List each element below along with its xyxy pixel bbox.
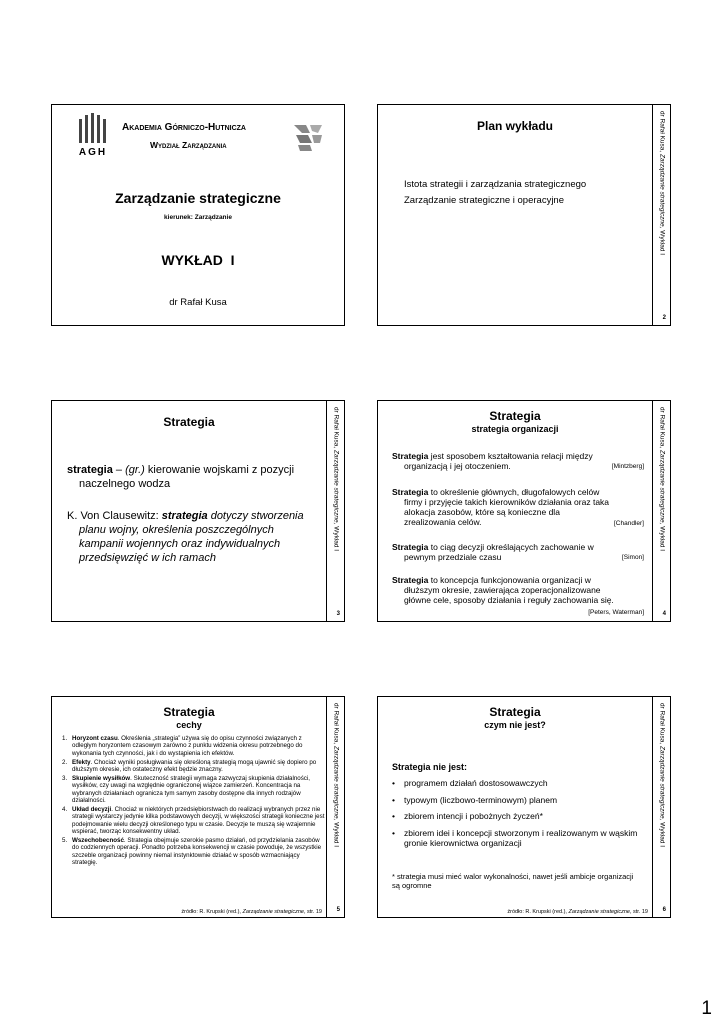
slide-number: 6 bbox=[662, 907, 666, 913]
definition-simon: Strategia to ciąg decyzji określających zachowanie w pewnym przedziale czasu bbox=[392, 542, 594, 562]
source-simon: [Simon] bbox=[621, 554, 644, 561]
feature-list bbox=[62, 735, 326, 868]
slide-sidebar bbox=[326, 401, 344, 621]
source-peters-waterman: [Peters, Waterman] bbox=[588, 609, 644, 616]
bullet-list bbox=[392, 778, 647, 855]
slide-sidebar bbox=[652, 401, 670, 621]
feature-item: 4. Układ decyzji. Chociaż w niektórych przedsiębiorstwach do realizacji wybranych przez nie strategii wystarczy jedynie kilka podstawowych decyzji, w większości strategii konieczne jest podejmowanie wielu decyzji określonego typu w czasie. Decyzje te muszą się wzajemnie wspierać, tworząc konsekwentny układ. bbox=[62, 806, 325, 835]
definition-peters-waterman: Strategia to koncepcja funkcjonowania organizacji w dłuższym okresie, zawierająca zoperacjonalizowane główne cele, sposoby działania i reguły zachowania się. bbox=[392, 575, 614, 605]
plan-item-1: Istota strategii i zarządzania strategicznego bbox=[404, 179, 587, 190]
list-item: • programem działań dostosowawczych bbox=[392, 778, 647, 789]
slide-number: 2 bbox=[662, 315, 666, 321]
feature-item: 5. Wszechobecność. Strategia obejmuje szerokie pasmo działań, od przydzielania zasobów do codziennych operacji. Ponadto potrzeba konsekwencji w czasie powoduje, że wszystkie szczeble organizacji powinny niemal instynktownie działać w sposób wzmacniający strategię. bbox=[62, 837, 322, 866]
page-number: 1 bbox=[701, 998, 712, 1019]
definition-mintzberg: Strategia jest sposobem kształtowania relacji między organizacją i jej otoczeniem. bbox=[392, 451, 593, 471]
source-note: źródło: R. Krupski (red.), Zarządzanie strategiczne, str. 19 bbox=[507, 909, 648, 915]
footer-text: dr Rafał Kusa, Zarządzanie strategiczne, Wykład I bbox=[658, 111, 666, 256]
logo-bars-icon bbox=[79, 113, 107, 143]
slide-number: 5 bbox=[336, 907, 340, 913]
slide-sidebar bbox=[652, 697, 670, 917]
footer-text: dr Rafał Kusa, Zarządzanie strategiczne, Wykład I bbox=[658, 407, 666, 552]
feature-item: 3. Skupienie wysiłków. Skuteczność strategii wymaga zazwyczaj skupienia działalności, wysiłków, czy uwagi na względnie ograniczonej wiązce zamierzeń. Koncentracja na wybranych działaniach ogranicza tym samym zasoby dostępne dla innych rodzajów działalności. bbox=[62, 775, 310, 804]
lecture-label: WYKŁAD I bbox=[161, 252, 235, 268]
list-item: • zbiorem intencji i pobożnych życzeń* bbox=[392, 811, 647, 822]
source-note: źródło: R. Krupski (red.), Zarządzanie strategiczne, str. 19 bbox=[181, 909, 322, 915]
direction-label: kierunek: Zarządzanie bbox=[164, 214, 232, 221]
slide-number: 4 bbox=[662, 611, 666, 617]
plan-item-2: Zarządzanie strategiczne i operacyjne bbox=[404, 195, 565, 206]
slide-subtitle: cechy bbox=[176, 720, 202, 730]
logo-text: AGH bbox=[78, 147, 108, 158]
footnote: * strategia musi mieć walor wykonalności, nawet jeśli ambicje organizacji są ogromne bbox=[392, 872, 634, 890]
slide-title: Strategia bbox=[489, 705, 541, 719]
slide-title: Plan wykładu bbox=[476, 119, 554, 133]
list-item: • typowym (liczbowo-terminowym) planem bbox=[392, 795, 647, 806]
definition-chandler: Strategia to określenie głównych, długofalowych celów firmy i przyjęcie takich kierowników działania oraz taka alokacja zasobów, które są konieczne dla zrealizowania celów. bbox=[392, 487, 610, 527]
academy-name: Akademia Górniczo-Hutnicza bbox=[122, 122, 246, 133]
feature-item: 2. Efekty. Chociaż wyniki posługiwania się określoną strategią mogą ujawnić się dopiero po dłuższym okresie, ich ostateczny efekt będzie znaczny. bbox=[62, 758, 317, 773]
footer-text: dr Rafał Kusa, Zarządzanie strategiczne, Wykład I bbox=[658, 703, 666, 848]
footer-text: dr Rafał Kusa, Zarządzanie strategiczne, Wykład I bbox=[332, 703, 340, 848]
slide-subtitle: czym nie jest? bbox=[484, 720, 546, 730]
slide-4 bbox=[377, 400, 671, 622]
footer-text: dr Rafał Kusa, Zarządzanie strategiczne, Wykład I bbox=[332, 407, 340, 552]
agh-logo bbox=[76, 113, 110, 163]
slide-5 bbox=[51, 696, 345, 918]
source-mintzberg: [Mintzberg] bbox=[611, 463, 644, 470]
faculty-emblem-icon bbox=[290, 119, 326, 155]
slide-title: Strategia bbox=[489, 409, 541, 423]
author-name: dr Rafał Kusa bbox=[169, 297, 227, 308]
faculty-name: Wydział Zarządzania bbox=[150, 140, 227, 150]
definition-greek: strategia – (gr.) kierowanie wojskami z pozycji naczelnego wodza bbox=[67, 464, 295, 490]
slide-subtitle: strategia organizacji bbox=[471, 424, 559, 434]
slide-1 bbox=[51, 104, 345, 326]
slide-title: Strategia bbox=[163, 415, 215, 429]
list-item: • zbiorem idei i koncepcji stworzonym i realizowanym w wąskim gronie kierownictwa organizacji bbox=[392, 828, 647, 849]
slide-title: Zarządzanie strategiczne bbox=[115, 190, 281, 206]
feature-item: 1. Horyzont czasu. Określenia „strategia” używa się do opisu czynności związanych z odległym horyzontem czasowym zarówno z punktu widzenia okresu potrzebnego do wykonania tych czynności, jak i do wystąpienia ich efektów. bbox=[62, 735, 303, 757]
slide-3 bbox=[51, 400, 345, 622]
slide-title: Strategia bbox=[163, 705, 215, 719]
slide-sidebar bbox=[652, 105, 670, 325]
slide-sidebar bbox=[326, 697, 344, 917]
section-heading: Strategia nie jest: bbox=[392, 762, 468, 772]
definition-clausewitz: K. Von Clausewitz: strategia dotyczy stworzenia planu wojny, określenia poszczególnych kampanii wojennych oraz indywidualnych przedsięwzięć w ich ramach bbox=[67, 510, 304, 564]
slide-2 bbox=[377, 104, 671, 326]
slide-6 bbox=[377, 696, 671, 918]
slide-number: 3 bbox=[336, 611, 340, 617]
source-chandler: [Chandler] bbox=[614, 520, 644, 527]
